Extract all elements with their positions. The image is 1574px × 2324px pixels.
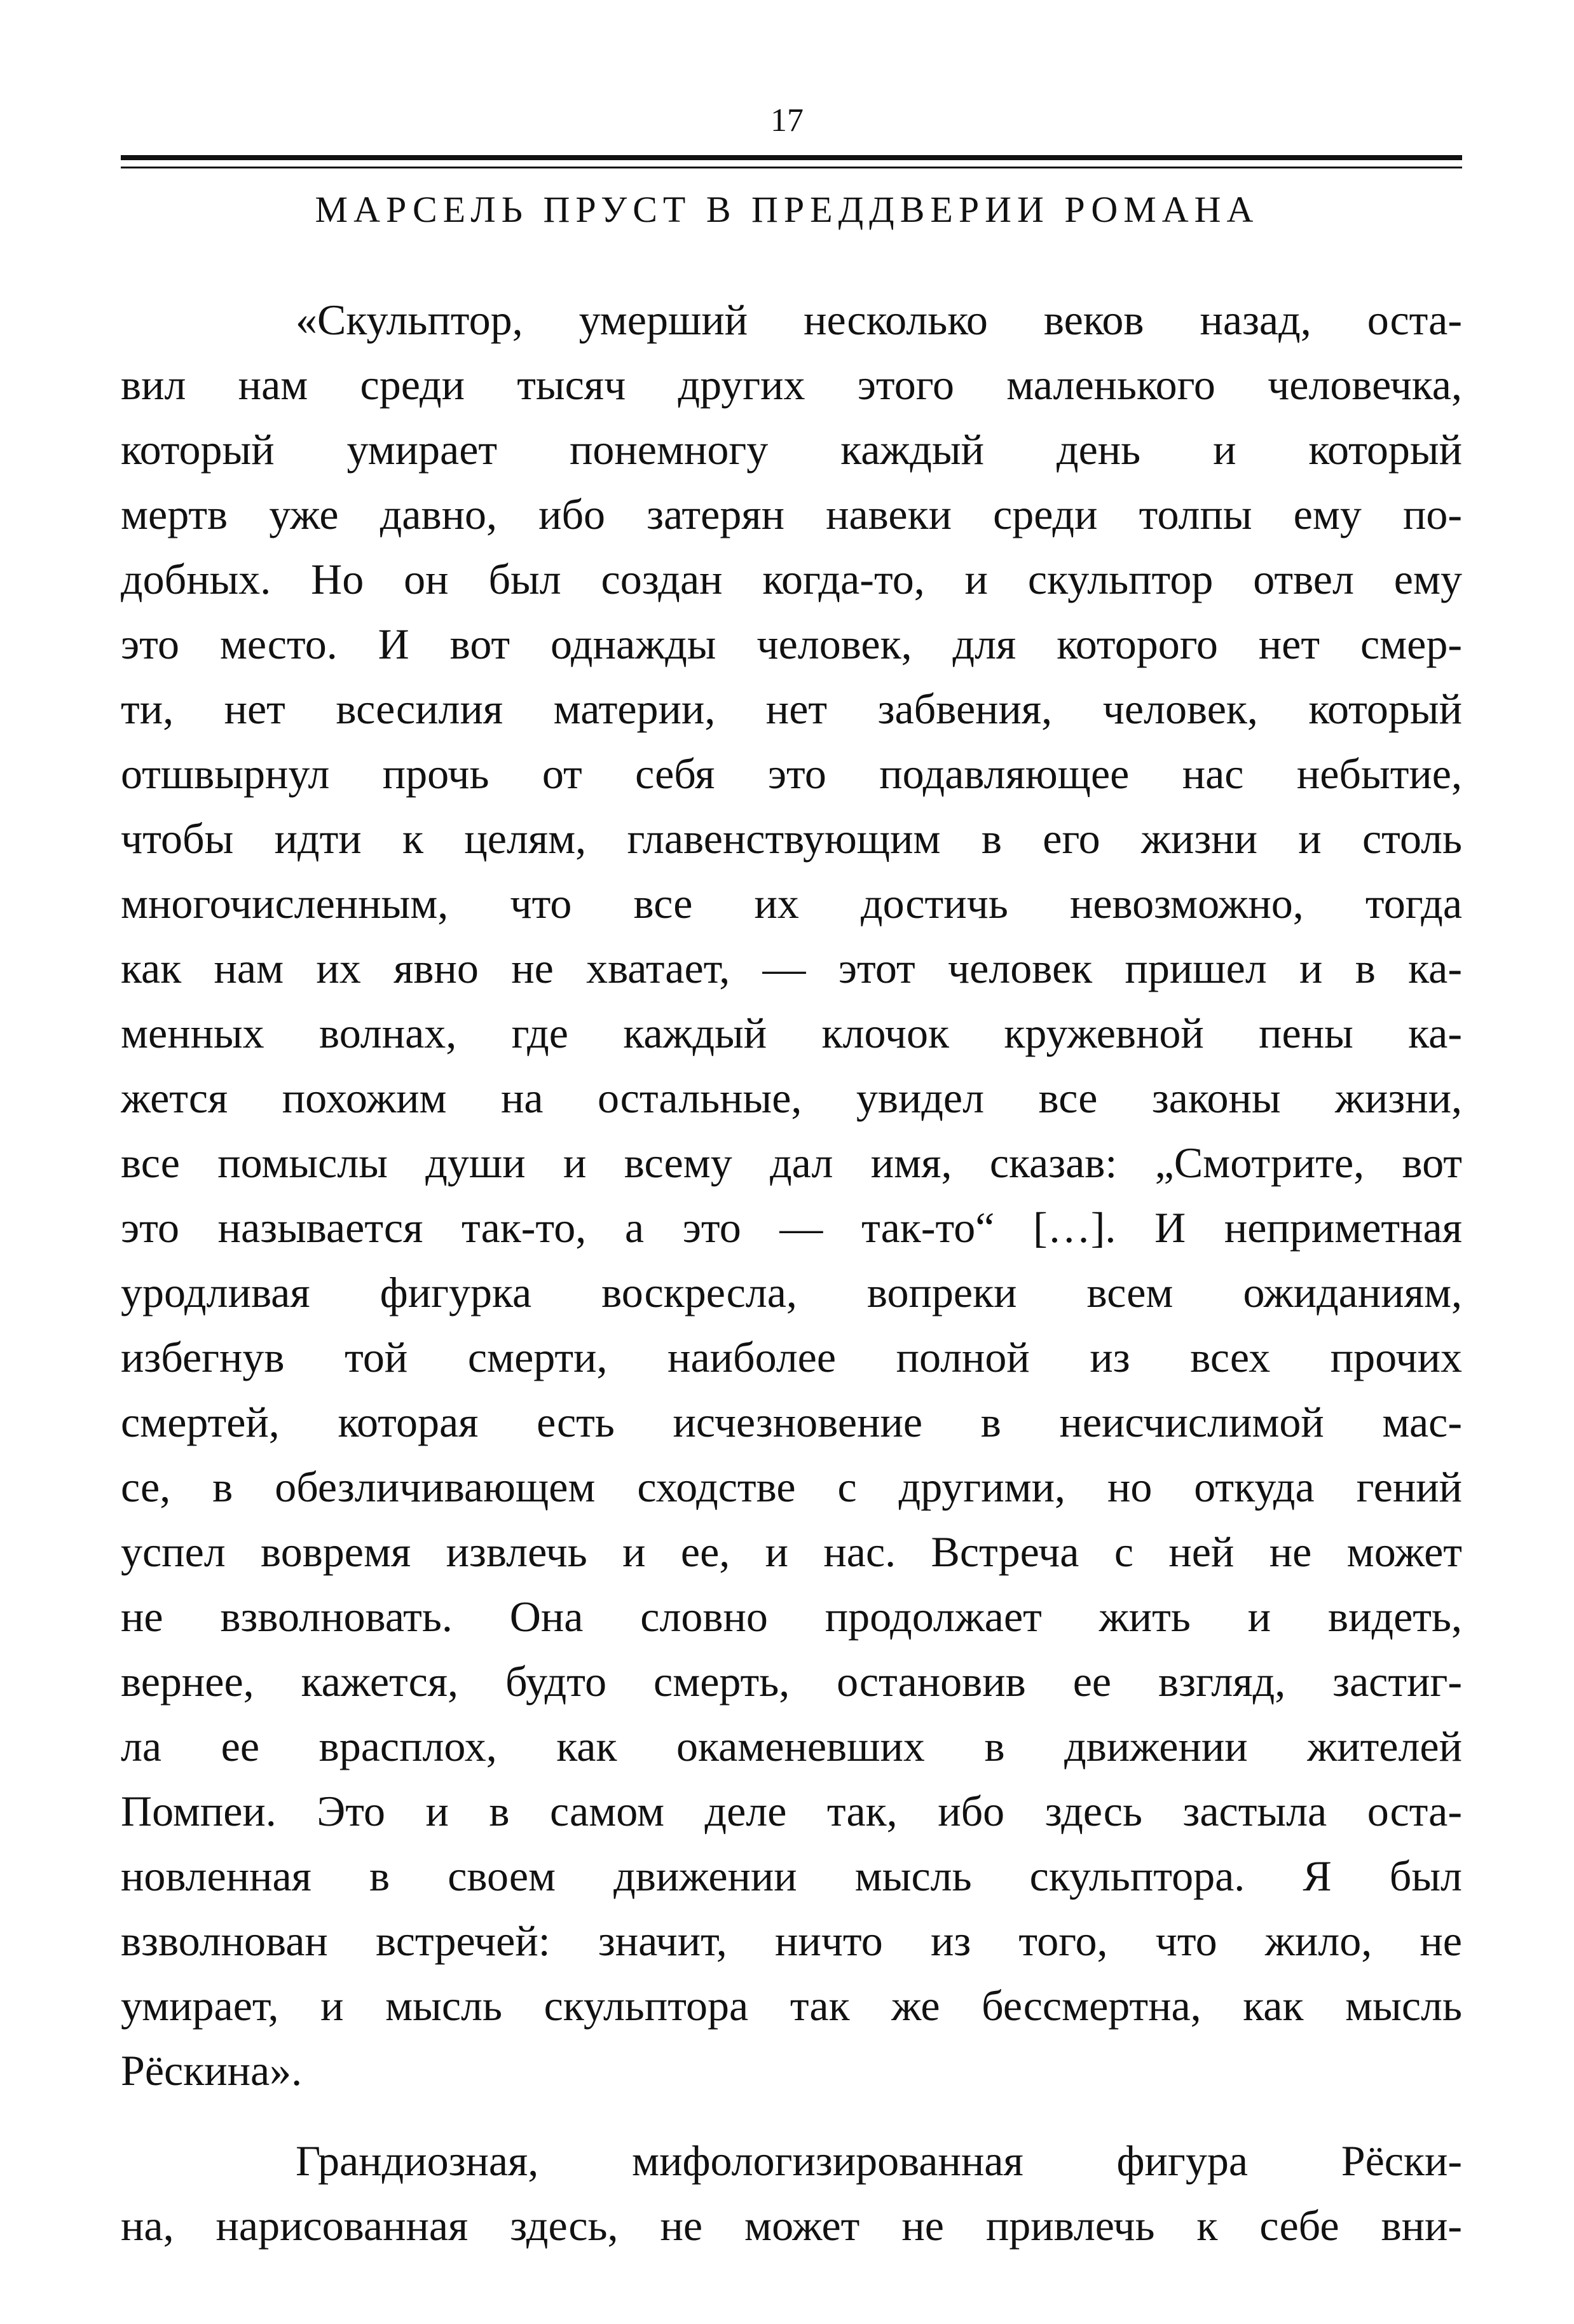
text-line: се, в обезличивающем сходстве с другими, но откуда гений [121, 1463, 1462, 1511]
text-line: менных волнах, где каждый клочок кружевной пены ка- [121, 1009, 1462, 1057]
running-head: МАРСЕЛЬ ПРУСТ В ПРЕДДВЕРИИ РОМАНА [315, 189, 1259, 230]
text-line: умирает, и мысль скульптора так же бессмертна, как мысль [121, 1981, 1462, 2030]
text-line: ла ее врасплох, как окаменевших в движении жителей [121, 1722, 1462, 1770]
text-line: это место. И вот однажды человек, для которого нет смер- [121, 620, 1462, 668]
text-line: отшвырнул прочь от себя это подавляющее нас небытие, [121, 749, 1462, 798]
text-line: на, нарисованная здесь, не может не привлечь к себе вни- [121, 2201, 1462, 2250]
text-line: вил нам среди тысяч других этого маленького человечка, [121, 360, 1462, 409]
body-text [121, 287, 1462, 2258]
text-line: как нам их явно не хватает, — этот человек пришел и в ка- [121, 944, 1462, 992]
text-line: успел вовремя извлечь и ее, и нас. Встреча с ней не может [121, 1528, 1462, 1576]
paragraph-gap [121, 2103, 1462, 2128]
header-rule-thick [121, 155, 1462, 160]
text-line: это называется так-то, а это — так-то“ […]. И неприметная [121, 1203, 1462, 1252]
text-line: все помыслы души и всему дал имя, сказав: „Смотрите, вот [121, 1138, 1462, 1187]
text-line: вернее, кажется, будто смерть, остановив ее взгляд, застиг- [121, 1657, 1462, 1705]
text-line: многочисленным, что все их достичь невозможно, тогда [121, 879, 1462, 927]
text-line: взволнован встречей: значит, ничто из того, что жило, не [121, 1917, 1462, 1965]
text-line: чтобы идти к целям, главенствующим в его жизни и столь [121, 814, 1462, 863]
text-line: уродливая фигурка воскресла, вопреки всем ожиданиям, [121, 1268, 1462, 1316]
text-line: «Скульптор, умерший несколько веков назад, оста- [296, 296, 1462, 344]
paragraph-commentary [121, 2128, 1462, 2258]
text-line: Грандиозная, мифологизированная фигура Рёски- [296, 2136, 1462, 2185]
text-line: Помпеи. Это и в самом деле так, ибо здесь застыла оста- [121, 1787, 1462, 1835]
text-line: не взволновать. Она словно продолжает жить и видеть, [121, 1592, 1462, 1641]
header-rule-thin [121, 167, 1462, 168]
text-line: смертей, которая есть исчезновение в неисчислимой мас- [121, 1398, 1462, 1446]
text-line: новленная в своем движении мысль скульптора. Я был [121, 1852, 1462, 1900]
text-line: мертв уже давно, ибо затерян навеки среди толпы ему по- [121, 490, 1462, 538]
text-line: жется похожим на остальные, увидел все законы жизни, [121, 1074, 1462, 1122]
text-line: избегнув той смерти, наиболее полной из всех прочих [121, 1333, 1462, 1381]
page-number: 17 [770, 102, 804, 139]
text-line: ти, нет всесилия материи, нет забвения, человек, который [121, 685, 1462, 733]
text-line: Рёскина». [121, 2046, 303, 2095]
text-line: который умирает понемногу каждый день и который [121, 425, 1462, 474]
text-line: добных. Но он был создан когда-то, и скульптор отвел ему [121, 555, 1462, 603]
paragraph-quote [121, 287, 1462, 2103]
